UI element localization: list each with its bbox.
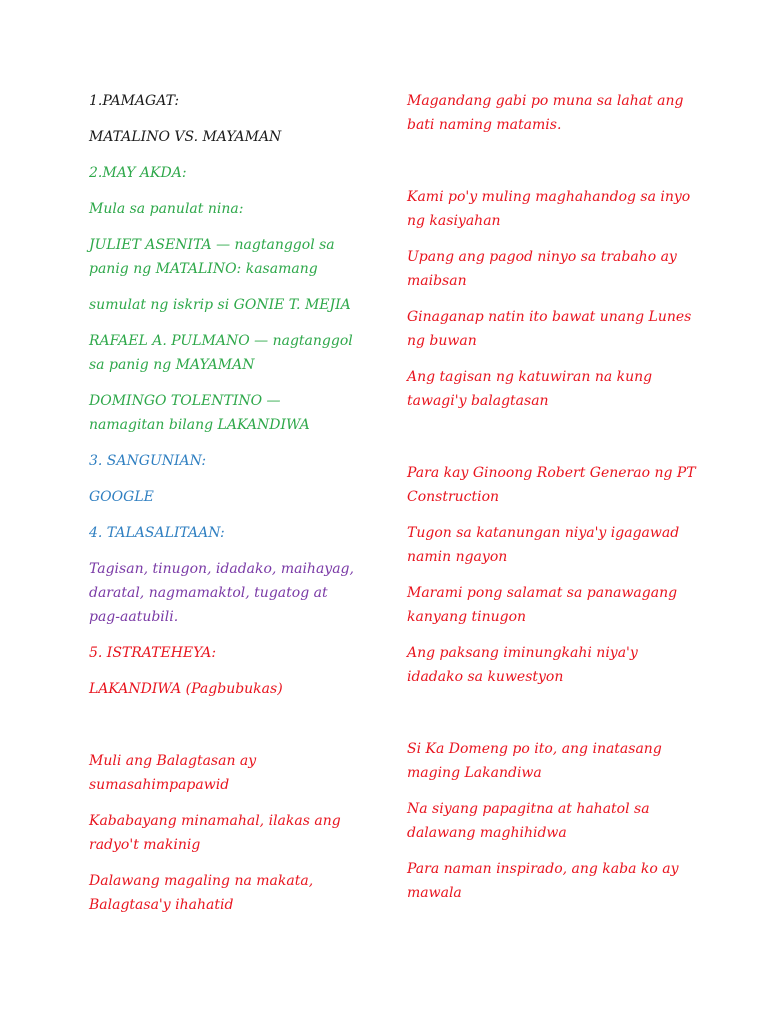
verse-line: Para naman inspirado, ang kaba ko ay mawala (407, 861, 679, 901)
author-gonie: sumulat ng iskrip si GONIE T. MEJIA (89, 297, 351, 313)
verse-line: Muli ang Balagtasan ay sumasahimpapawid (89, 753, 257, 793)
vocabulary-heading: 4. TALASALITAAN: (89, 525, 225, 541)
source-text: GOOGLE (89, 489, 154, 505)
verse-line: Na siyang papagitna at hahatol sa dalawang maghihidwa (407, 801, 650, 841)
verse-line: Ginaganap natin ito bawat unang Lunes ng buwan (407, 309, 692, 349)
source-heading: 3. SANGUNIAN: (89, 453, 207, 469)
vocabulary-words: Tagisan, tinugon, idadako, maihayag, daratal, nagmamaktol, tugatog at pag-aatubili. (89, 561, 354, 625)
verse-line: Ang paksang iminungkahi niya'y idadako sa kuwestyon (407, 645, 638, 685)
verse-line: Kami po'y muling maghahandog sa inyo ng kasiyahan (407, 189, 691, 229)
verse-line: Para kay Ginoong Robert Generao ng PT Construction (407, 465, 696, 505)
author-intro: Mula sa panulat nina: (89, 201, 244, 217)
author-heading: 2.MAY AKDA: (89, 165, 187, 181)
verse-line: Kababayang minamahal, ilakas ang radyo't makinig (89, 813, 341, 853)
verse-line: Dalawang magaling na makata, Balagtasa'y ihahatid (89, 873, 314, 913)
strategy-heading: 5. ISTRATEHEYA: (89, 645, 217, 661)
verse-line: Magandang gabi po muna sa lahat ang bati naming matamis. (407, 93, 684, 133)
verse-line: Marami pong salamat sa panawagang kanyang tinugon (407, 585, 678, 625)
verse-line: Upang ang pagod ninyo sa trabaho ay maibsan (407, 249, 677, 289)
lakandiwa-heading: LAKANDIWA (Pagbubukas) (89, 681, 283, 697)
title-text: MATALINO VS. MAYAMAN (89, 129, 282, 145)
author-juliet: JULIET ASENITA — nagtanggol sa panig ng MATALINO: kasamang (89, 237, 335, 277)
title-heading: 1.PAMAGAT: (89, 93, 180, 109)
author-rafael: RAFAEL A. PULMANO — nagtanggol sa panig ng MAYAMAN (89, 333, 353, 373)
verse-line: Si Ka Domeng po ito, ang inatasang maging Lakandiwa (407, 741, 662, 781)
verse-line: Ang tagisan ng katuwiran na kung tawagi'y balagtasan (407, 369, 653, 409)
author-domingo: DOMINGO TOLENTINO — namagitan bilang LAKANDIWA (89, 393, 310, 433)
verse-line: Tugon sa katanungan niya'y igagawad namin ngayon (407, 525, 680, 565)
